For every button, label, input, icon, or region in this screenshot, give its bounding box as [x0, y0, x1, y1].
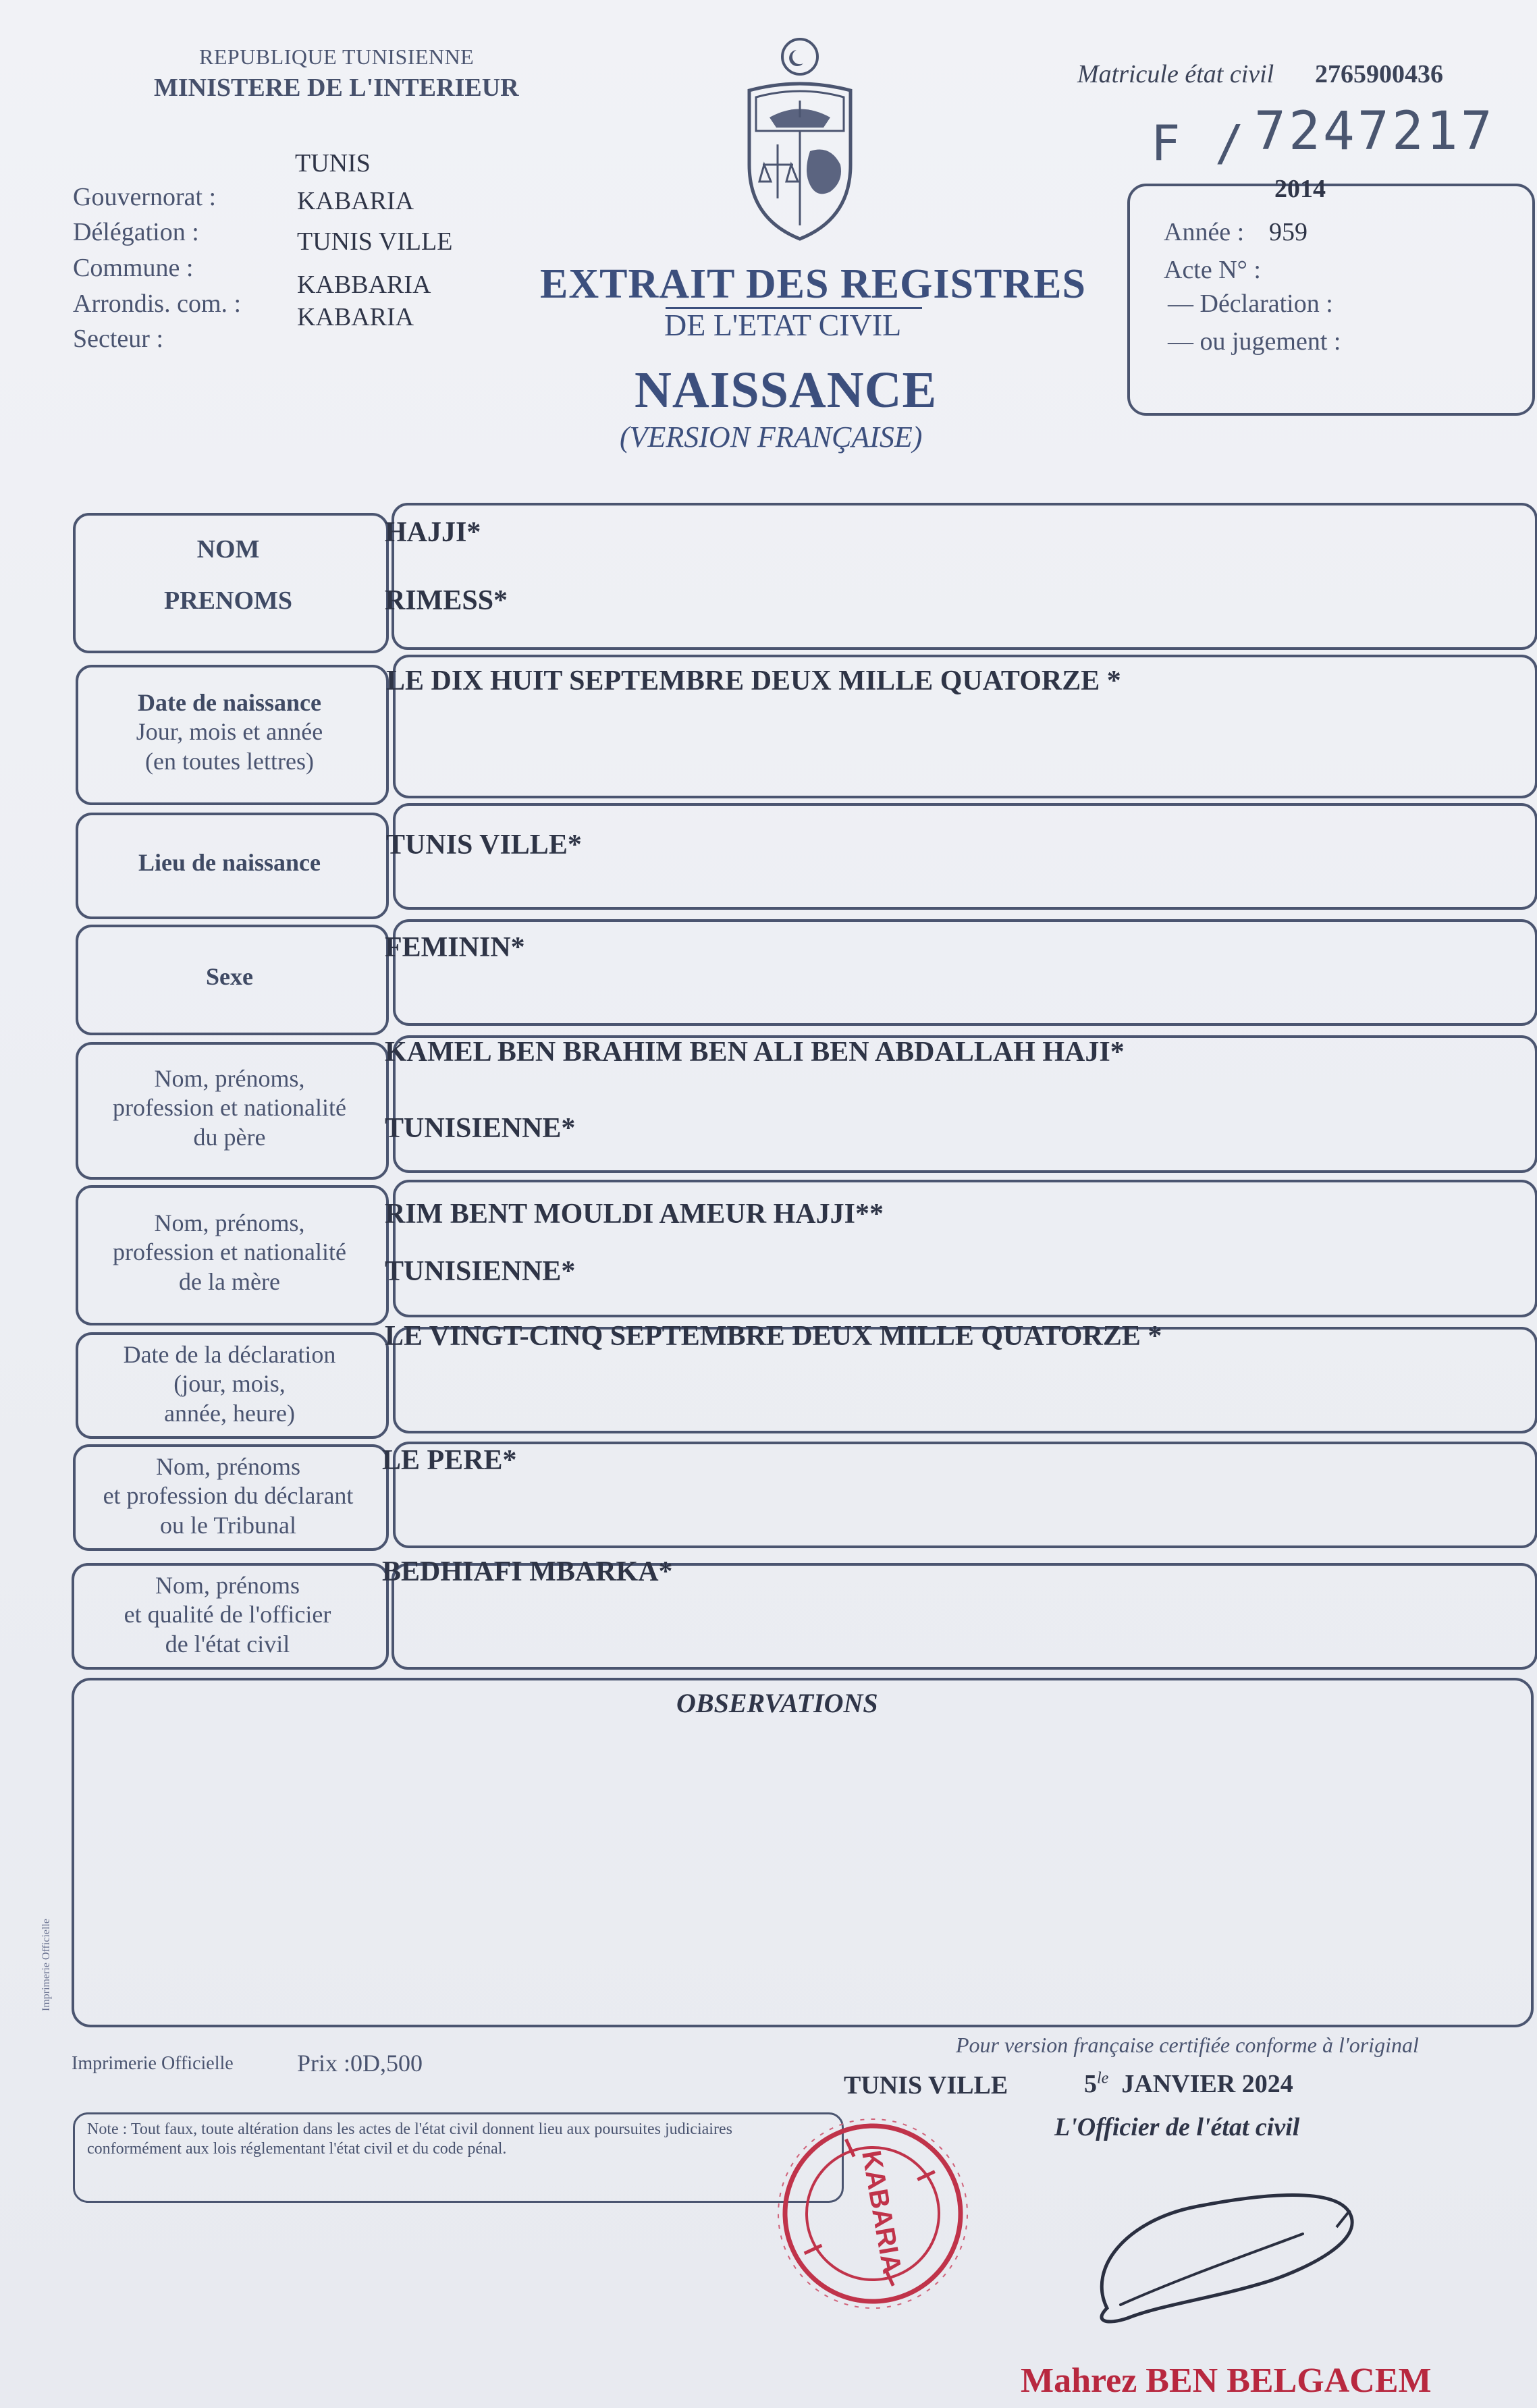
row-lieu-naissance-label: Lieu de naissance: [138, 849, 321, 877]
location-label-gouvernorat: Gouvernorat :: [73, 183, 217, 211]
row-sexe-value-cell: [393, 919, 1537, 1026]
ministry-label: MINISTERE DE L'INTERIEUR: [154, 74, 519, 102]
row-officier-label: Nom, prénoms et qualité de l'officier de l'état civil: [124, 1572, 331, 1658]
row-nom-value-cell: [392, 503, 1537, 650]
value-pere-nationalite: TUNISIENNE*: [385, 1113, 576, 1144]
observations-title: OBSERVATIONS: [676, 1688, 878, 1718]
officer-name: Mahrez BEN BELGACEM: [1021, 2361, 1432, 2400]
value-officier: BEDHIAFI MBARKA*: [382, 1556, 673, 1587]
value-date-declaration: LE VINGT-CINQ SEPTEMBRE DEUX MILLE QUATORZE *: [385, 1321, 1162, 1352]
value-sexe: FEMININ*: [385, 932, 525, 963]
serial-number: 7247217: [1254, 101, 1495, 162]
row-prenoms-label: PRENOMS: [164, 586, 292, 615]
row-declarant-value-cell: [393, 1442, 1537, 1548]
official-stamp-icon: [768, 2112, 977, 2315]
footer-officer-title: L'Officier de l'état civil: [1054, 2113, 1300, 2141]
matricule-value: 2765900436: [1315, 60, 1443, 88]
title-version-francaise: (VERSION FRANÇAISE): [620, 420, 923, 454]
row-date-naissance-label: Date de naissance Jour, mois et année (en toutes lettres): [136, 689, 323, 775]
svg-text:KABARIA: KABARIA: [856, 2148, 907, 2276]
acte-year: 2014: [1274, 175, 1326, 203]
observations-box: [72, 1678, 1534, 2027]
footer-certified: Pour version française certifiée conforme à l'original: [956, 2033, 1419, 2057]
title-naissance: NAISSANCE: [635, 362, 938, 418]
acte-jugement-label: — ou jugement :: [1168, 327, 1341, 356]
location-value-tunis: TUNIS: [295, 149, 371, 177]
republic-label: REPUBLIQUE TUNISIENNE: [199, 45, 475, 69]
row-declarant-label: Nom, prénoms et profession du déclarant ou le Tribunal: [103, 1453, 354, 1539]
side-printer-mark: Imprimerie Officielle: [41, 1919, 52, 2011]
acte-annee-value: 959: [1269, 218, 1307, 246]
title-extrait: EXTRAIT DES REGISTRES: [540, 261, 1086, 307]
footer-note: Note : Tout faux, toute altération dans les actes de l'état civil donnent lieu aux poursuites judiciaires conformément aux lois réglementant l'état civil et du code pénal.: [73, 2112, 844, 2203]
location-value-tunis-ville: TUNIS VILLE: [297, 227, 453, 256]
footer-place: TUNIS VILLE: [844, 2071, 1008, 2100]
location-value-kabaria-2: KABARIA: [297, 303, 414, 331]
footer-prix: Prix :0D,500: [297, 2050, 423, 2077]
value-date-naissance: LE DIX HUIT SEPTEMBRE DEUX MILLE QUATORZE *: [386, 665, 1121, 696]
value-mere-nationalite: TUNISIENNE*: [385, 1256, 576, 1287]
value-mere-nom: RIM BENT MOULDI AMEUR HAJJI**: [385, 1199, 884, 1230]
acte-numero-label: Acte N° :: [1164, 256, 1261, 284]
matricule-label: Matricule état civil: [1077, 60, 1274, 88]
value-declarant: LE PERE*: [382, 1445, 517, 1476]
value-lieu-naissance: TUNIS VILLE*: [386, 829, 582, 860]
location-label-commune: Commune :: [73, 254, 194, 282]
row-mere-label: Nom, prénoms, profession et nationalité de la mère: [113, 1209, 346, 1295]
value-prenoms: RIMESS*: [385, 585, 508, 616]
location-value-kabbaria: KABBARIA: [297, 271, 431, 299]
acte-annee-label: Année :: [1164, 218, 1245, 246]
location-value-kabaria: KABARIA: [297, 187, 414, 215]
location-label-arrondissement: Arrondis. com. :: [73, 290, 242, 318]
row-nom-label: NOM: [196, 535, 260, 564]
footer-date: $5^{le}$ JANVIER 2024: [1084, 2069, 1293, 2098]
row-pere-label: Nom, prénoms, profession et nationalité du père: [113, 1065, 346, 1151]
value-pere-nom: KAMEL BEN BRAHIM BEN ALI BEN ABDALLAH HAJI*: [385, 1037, 1125, 1068]
serial-prefix: F /: [1151, 115, 1247, 171]
value-nom: HAJJI*: [385, 517, 481, 548]
location-label-delegation: Délégation :: [73, 218, 199, 246]
row-date-declaration-label: Date de la déclaration (jour, mois, année, heure): [123, 1341, 336, 1427]
row-sexe-label: Sexe: [206, 963, 253, 991]
footer-imprimerie: Imprimerie Officielle: [72, 2053, 234, 2074]
tunisia-emblem-icon: [729, 30, 871, 246]
officer-signature-icon: [1080, 2160, 1377, 2335]
acte-declaration-label: — Déclaration :: [1168, 290, 1333, 318]
location-label-secteur: Secteur :: [73, 325, 164, 353]
title-etat-civil: DE L'ETAT CIVIL: [664, 308, 902, 342]
